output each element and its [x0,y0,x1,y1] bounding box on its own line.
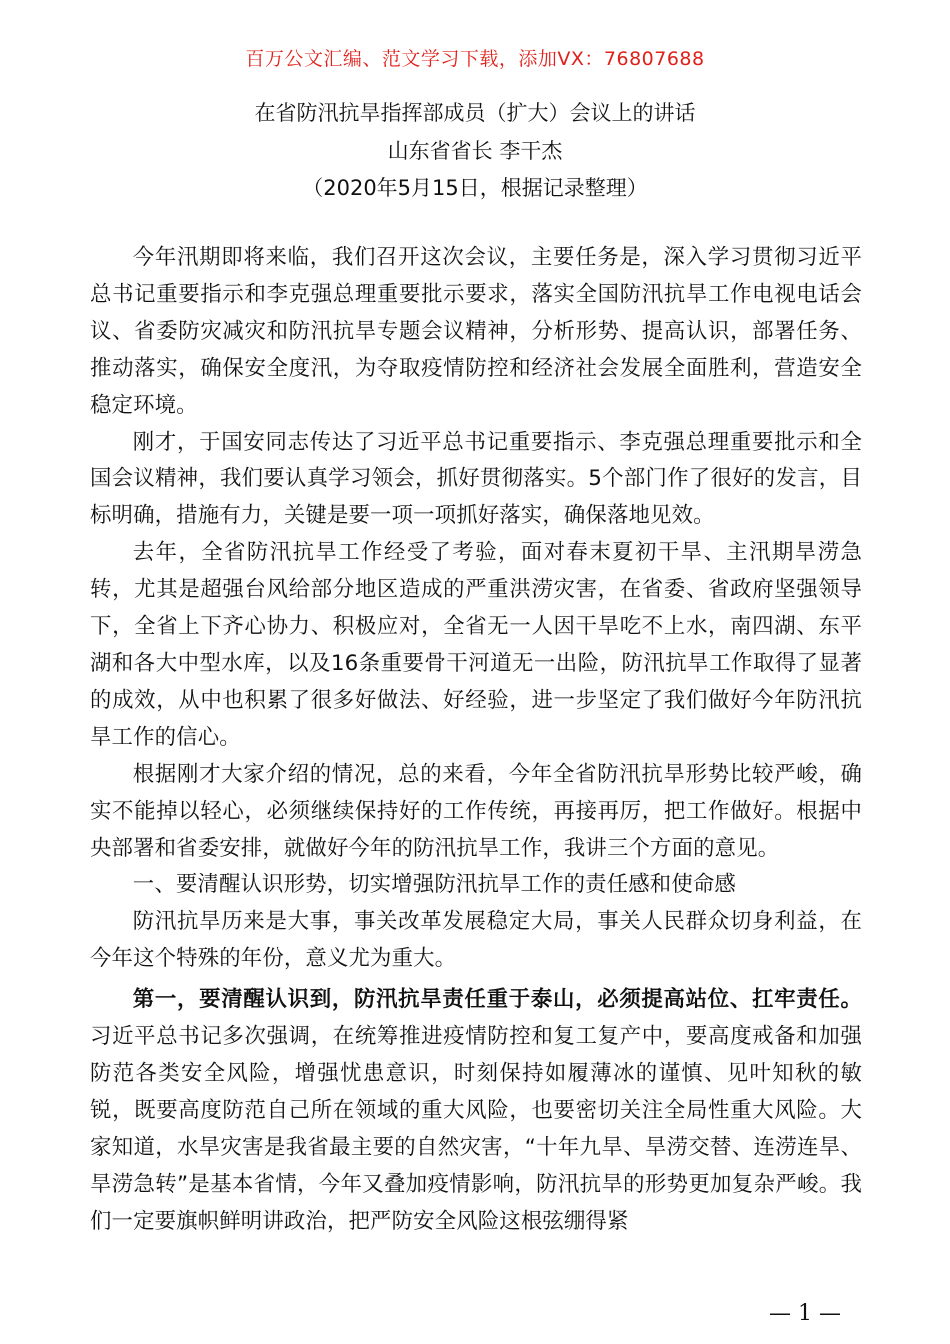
speech-body [90,240,862,1240]
paragraph-first-point [90,982,862,1240]
first-point-lead: 第一，要清醒认识到，防汛抗旱责任重于泰山，必须提高站位、扛牢责任。 [132,987,862,1013]
paragraph-significance: 防汛抗旱历来是大事，事关改革发展稳定大局，事关人民群众切身利益，在今年这个特殊的年份，意义尤为重大。 [90,909,862,972]
speech-author: 山东省省长 李干杰 [387,139,563,163]
paragraph-intro: 今年汛期即将来临，我们召开这次会议，主要任务是，深入学习贯彻习近平总书记重要指示和李克强总理重要批示要求，落实全国防汛抗旱工作电视电话会议、省委防灾减灾和防汛抗旱专题会议精神，分析形势、提高认识，部署任务、推动落实，确保安全度汛，为夺取疫情防控和经济社会发展全面胜利，营造安全稳定环境。 [90,245,862,418]
first-point-body: 习近平总书记多次强调，在统筹推进疫情防控和复工复产中，要高度戒备和加强防范各类安全风险，增强忧患意识，时刻保持如履薄冰的谨慎、见叶知秋的敏锐，既要高度防范自己所在领域的重大风险，也要密切关注全局性重大风险。大家知道，水旱灾害是我省最主要的自然灾害，“十年九旱、旱涝交替、连涝连旱、旱涝急转”是基本省情，今年又叠加疫情影响，防汛抗旱的形势更加复杂严峻。我们一定要旗帜鲜明讲政治，把严防安全风险这根弦绷得紧 [90,1024,862,1234]
paragraph-situation: 根据刚才大家介绍的情况，总的来看，今年全省防汛抗旱形势比较严峻，确实不能掉以轻心，必须继续保持好的工作传统，再接再厉，把工作做好。根据中央部署和省委安排，就做好今年的防汛抗旱工作，我讲三个方面的意见。 [90,761,862,861]
page-number: — 1 — [769,1301,841,1326]
speech-title: 在省防汛抗旱指挥部成员（扩大）会议上的讲话 [254,101,696,125]
paragraph-meeting-recap: 刚才，于国安同志传达了习近平总书记重要指示、李克强总理重要批示和全国会议精神，我们要认真学习领会，抓好贯彻落实。5个部门作了很好的发言，目标明确，措施有力，关键是要一项一项抓好落实，确保落地见效。 [90,429,862,529]
watermark-text: 百万公文汇编、范文学习下载，添加VX：76807688 [245,48,705,70]
speech-date-note: （2020年5月15日，根据记录整理） [302,176,648,200]
paragraph-last-year: 去年，全省防汛抗旱工作经受了考验，面对春末夏初干旱、主汛期旱涝急转，尤其是超强台风给部分地区造成的严重洪涝灾害，在省委、省政府坚强领导下，全省上下齐心协力、积极应对，全省无一人因干旱吃不上水，南四湖、东平湖和各大中型水库，以及16条重要骨干河道无一出险，防汛抗旱工作取得了显著的成效，从中也积累了很多好做法、好经验，进一步坚定了我们做好今年防汛抗旱工作的信心。 [90,540,862,750]
section-heading-1: 一、要清醒认识形势，切实增强防汛抗旱工作的责任感和使命感 [132,872,736,898]
